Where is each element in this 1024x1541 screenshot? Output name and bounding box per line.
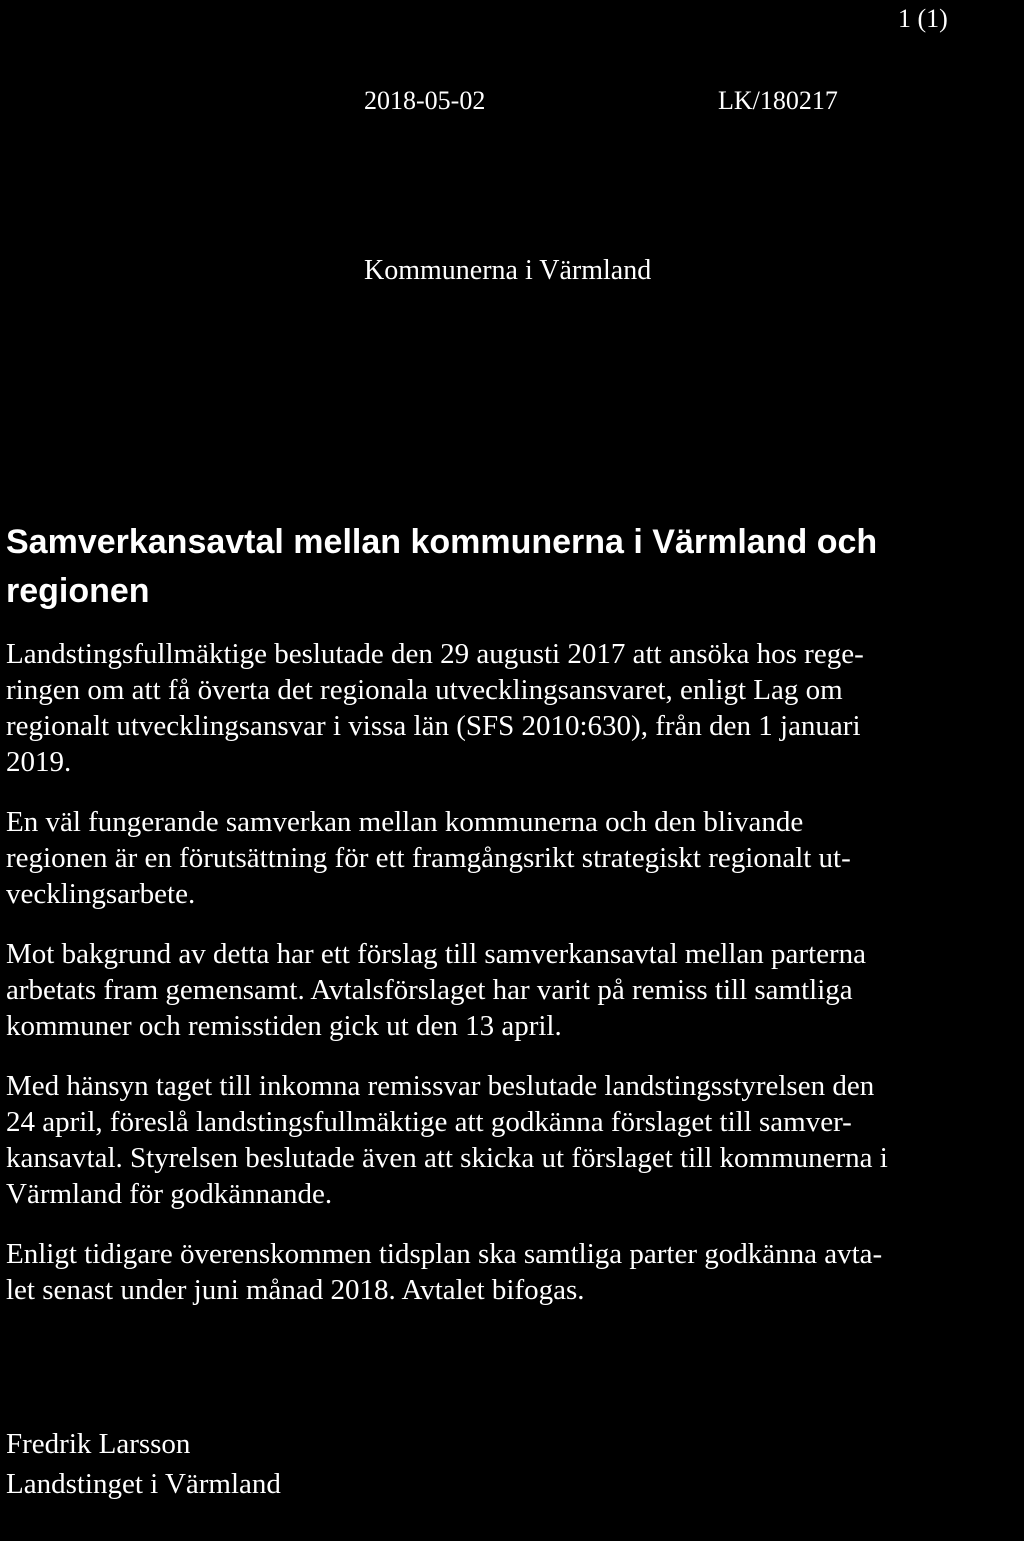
document-date: 2018-05-02 — [364, 86, 486, 115]
signer-organization: Landstinget i Värmland — [6, 1468, 281, 1500]
paragraph-2 — [6, 804, 1018, 912]
paragraph-line: En väl fungerande samverkan mellan kommunerna och den blivande — [6, 806, 804, 838]
signature-block — [6, 1424, 281, 1504]
paragraph-line: Värmland för godkännande. — [6, 1178, 333, 1210]
paragraph-line: regionen är en förutsättning för ett framgångsrikt strategiskt regionalt ut- — [6, 842, 851, 874]
paragraph-line: arbetats fram gemensamt. Avtalsförslaget har varit på remiss till samtliga — [6, 974, 853, 1006]
paragraph-3 — [6, 936, 1018, 1044]
paragraph-line: ringen om att få överta det regionala utvecklingsansvaret, enligt Lag om — [6, 674, 843, 706]
paragraph-5 — [6, 1236, 1018, 1308]
paragraph-line: 2019. — [6, 746, 72, 778]
document-body — [6, 636, 1018, 1332]
paragraph-line: let senast under juni månad 2018. Avtalet bifogas. — [6, 1274, 585, 1306]
paragraph-4 — [6, 1068, 1018, 1212]
recipient: Kommunerna i Värmland — [364, 255, 652, 286]
paragraph-line: kansavtal. Styrelsen beslutade även att skicka ut förslaget till kommunerna i — [6, 1142, 888, 1174]
paragraph-1 — [6, 636, 1018, 780]
paragraph-line: kommuner och remisstiden gick ut den 13 april. — [6, 1010, 562, 1042]
paragraph-line: vecklingsarbete. — [6, 878, 196, 910]
paragraph-line: Med hänsyn taget till inkomna remissvar beslutade landstingsstyrelsen den — [6, 1070, 875, 1102]
paragraph-line: 24 april, föreslå landstingsfullmäktige att godkänna förslaget till samver- — [6, 1106, 852, 1138]
paragraph-line: regionalt utvecklingsansvar i vissa län (SFS 2010:630), från den 1 januari — [6, 710, 861, 742]
reference-number: LK/180217 — [718, 86, 838, 115]
paragraph-line: Enligt tidigare överenskommen tidsplan ska samtliga parter godkänna avta- — [6, 1238, 883, 1270]
page-number: 1 (1) — [898, 4, 948, 33]
signer-name: Fredrik Larsson — [6, 1428, 191, 1460]
paragraph-line: Landstingsfullmäktige beslutade den 29 augusti 2017 att ansöka hos rege- — [6, 638, 864, 670]
document-title: Samverkansavtal mellan kommunerna i Värmland och regionen — [6, 523, 878, 610]
paragraph-line: Mot bakgrund av detta har ett förslag till samverkansavtal mellan parterna — [6, 938, 867, 970]
